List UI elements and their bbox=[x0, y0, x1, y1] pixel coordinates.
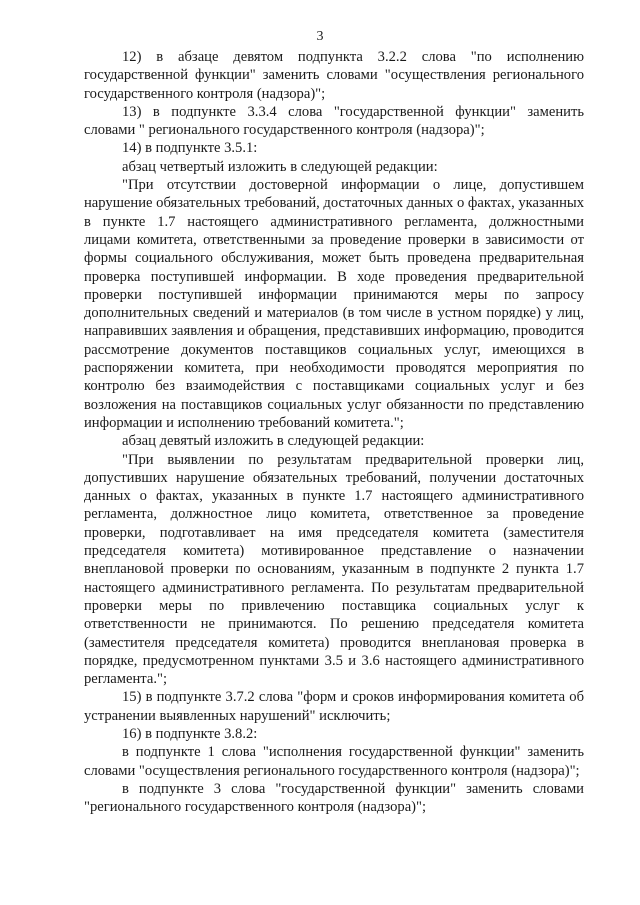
paragraph-quote-unscheduled-check: "При выявлении по результатам предварительной проверки лиц, допустивших нарушение обязательных требований, получении достаточных данных о фактах, указанных в пункте 1.7 настоящего административного регламента, должностное лицо комитета, ответственное за проведение проверки, подготавливает на имя председателя комитета (заместителя председателя комитета) мотивированное представление о назначении внеплановой проверки по основаниям, указанным в подпункте 2 пункта 1.7 настоящего административного регламента. По результатам предварительной проверки меры по привлечению поставщика социальных услуг к ответственности не принимаются. По решению председателя комитета (заместителя председателя комитета) проводится внеплановая проверка в порядке, предусмотренном пунктами 3.5 и 3.6 настоящего административного регламента."; bbox=[84, 451, 584, 688]
paragraph-item-13: 13) в подпункте 3.3.4 слова "государственной функции" заменить словами " регионального государственного контроля (надзора)"; bbox=[84, 103, 584, 139]
paragraph-item-16: 16) в подпункте 3.8.2: bbox=[122, 725, 258, 742]
document-body bbox=[84, 48, 584, 816]
paragraph-instruction-9th-abzac: абзац девятый изложить в следующей редакции: bbox=[122, 433, 425, 450]
paragraph-subitem-3: в подпункте 3 слова "государственной функции" заменить словами "регионального государственного контроля (надзора)"; bbox=[84, 780, 584, 816]
page-number: 3 bbox=[316, 29, 324, 44]
paragraph-quote-preliminary-check: "При отсутствии достоверной информации о лице, допустившем нарушение обязательных требований, достаточных данных о фактах, указанных в пункте 1.7 настоящего административного регламента, должностными лицами комитета, ответственными за проведение проверки в зависимости от формы социального обслуживания, может быть проведена предварительная проверка поступившей информации. В ходе проведения предварительной проверки поступившей информации принимаются меры по запросу дополнительных сведений и материалов (в том числе в устном порядке) у лиц, направивших заявления и обращения, представивших информацию, проводится рассмотрение документов поставщиков социальных услуг, имеющихся в распоряжении комитета, при необходимости проводятся мероприятия по контролю без взаимодействия с поставщиками социальных услуг и без возложения на поставщиков социальных услуг обязанности по представлению информации и исполнению требований комитета."; bbox=[84, 177, 584, 431]
paragraph-item-14: 14) в подпункте 3.5.1: bbox=[122, 140, 258, 157]
paragraph-instruction-4th-abzac: абзац четвертый изложить в следующей редакции: bbox=[122, 158, 438, 175]
paragraph-item-12: 12) в абзаце девятом подпункта 3.2.2 слова "по исполнению государственной функции" заменить словами "осуществления регионального государственного контроля (надзора)"; bbox=[84, 49, 584, 102]
paragraph-item-15: 15) в подпункте 3.7.2 слова "форм и сроков информирования комитета об устранении выявленных нарушений" исключить; bbox=[84, 689, 584, 724]
paragraph-subitem-1: в подпункте 1 слова "исполнения государственной функции" заменить словами "осуществления регионального государственного контроля (надзора)"; bbox=[84, 744, 584, 779]
